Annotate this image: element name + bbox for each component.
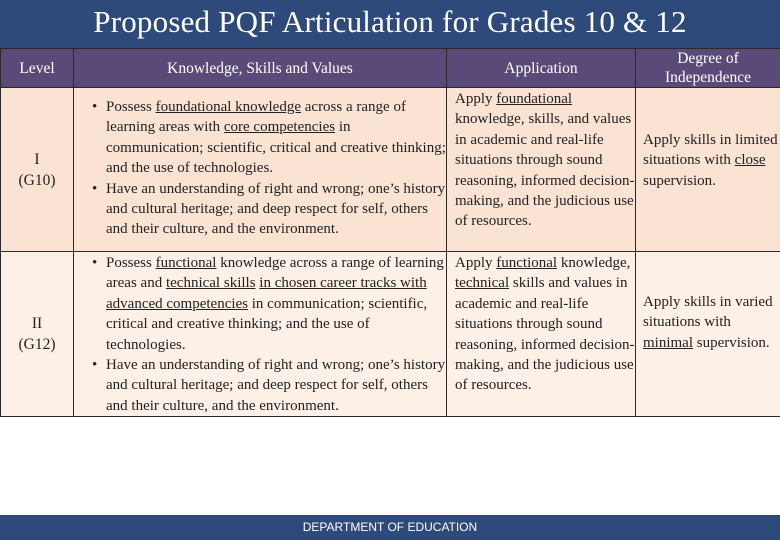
header-knowledge-skills-values: Knowledge, Skills and Values: [74, 49, 447, 88]
ksv-cell-g10: [74, 88, 447, 252]
level-grade: (G12): [18, 336, 56, 354]
footer-department-label: DEPARTMENT OF EDUCATION: [302, 520, 478, 534]
header-degree-of-independence: [636, 49, 780, 88]
header-independence-line2: Independence: [664, 69, 752, 86]
application-cell-g12: Apply functional knowledge, technical skills and values in academic and real-life situations through sound reasoning, informed decision-making, and the judicious use of resources.: [447, 252, 636, 417]
ksv-item-knowledge: • Possess functional knowledge across a range of learning areas and technical skills in chosen career tracks with advanced competencies in communication; scientific, critical and creative thinking; and the use of technologies.: [94, 253, 446, 355]
table-header-row: [1, 49, 780, 88]
pqf-table-container: [0, 48, 780, 417]
ksv-item-knowledge: • Possess foundational knowledge across a range of learning areas with core competencies in communication; scientific, critical and creative thinking; and the use of technologies.: [94, 97, 446, 179]
header-application: Application: [447, 49, 636, 88]
level-cell-g12: [1, 252, 74, 417]
ksv-cell-g12: [74, 252, 447, 417]
header-level: Level: [1, 49, 74, 88]
header-independence-line1: Degree of: [677, 50, 739, 67]
ksv-list: [74, 253, 446, 416]
ksv-item-values: • Have an understanding of right and wrong; one’s history and cultural heritage; and deep respect for self, others and their culture, and the environment.: [94, 355, 446, 416]
independence-cell-g12: Apply skills in varied situations with minimal supervision.: [636, 252, 780, 417]
level-numeral: II: [31, 315, 43, 333]
ksv-item-values: • Have an understanding of right and wrong; one’s history and cultural heritage; and deep respect for self, others and their culture, and the environment.: [94, 179, 446, 240]
application-cell-g10: Apply foundational knowledge, skills, and values in academic and real-life situations through sound reasoning, informed decision-making, and the judicious use of resources.: [447, 88, 636, 252]
independence-cell-g10: Apply skills in limited situations with close supervision.: [636, 88, 780, 252]
level-numeral: I: [34, 150, 40, 168]
table-row-grade-10: [1, 88, 780, 252]
level-cell-g10: [1, 88, 74, 252]
slide-title: Proposed PQF Articulation for Grades 10 & 12: [93, 4, 687, 39]
ksv-list: [74, 97, 446, 240]
pqf-articulation-table: [0, 48, 780, 417]
table-row-grade-12: [1, 252, 780, 417]
level-grade: (G10): [18, 171, 56, 189]
